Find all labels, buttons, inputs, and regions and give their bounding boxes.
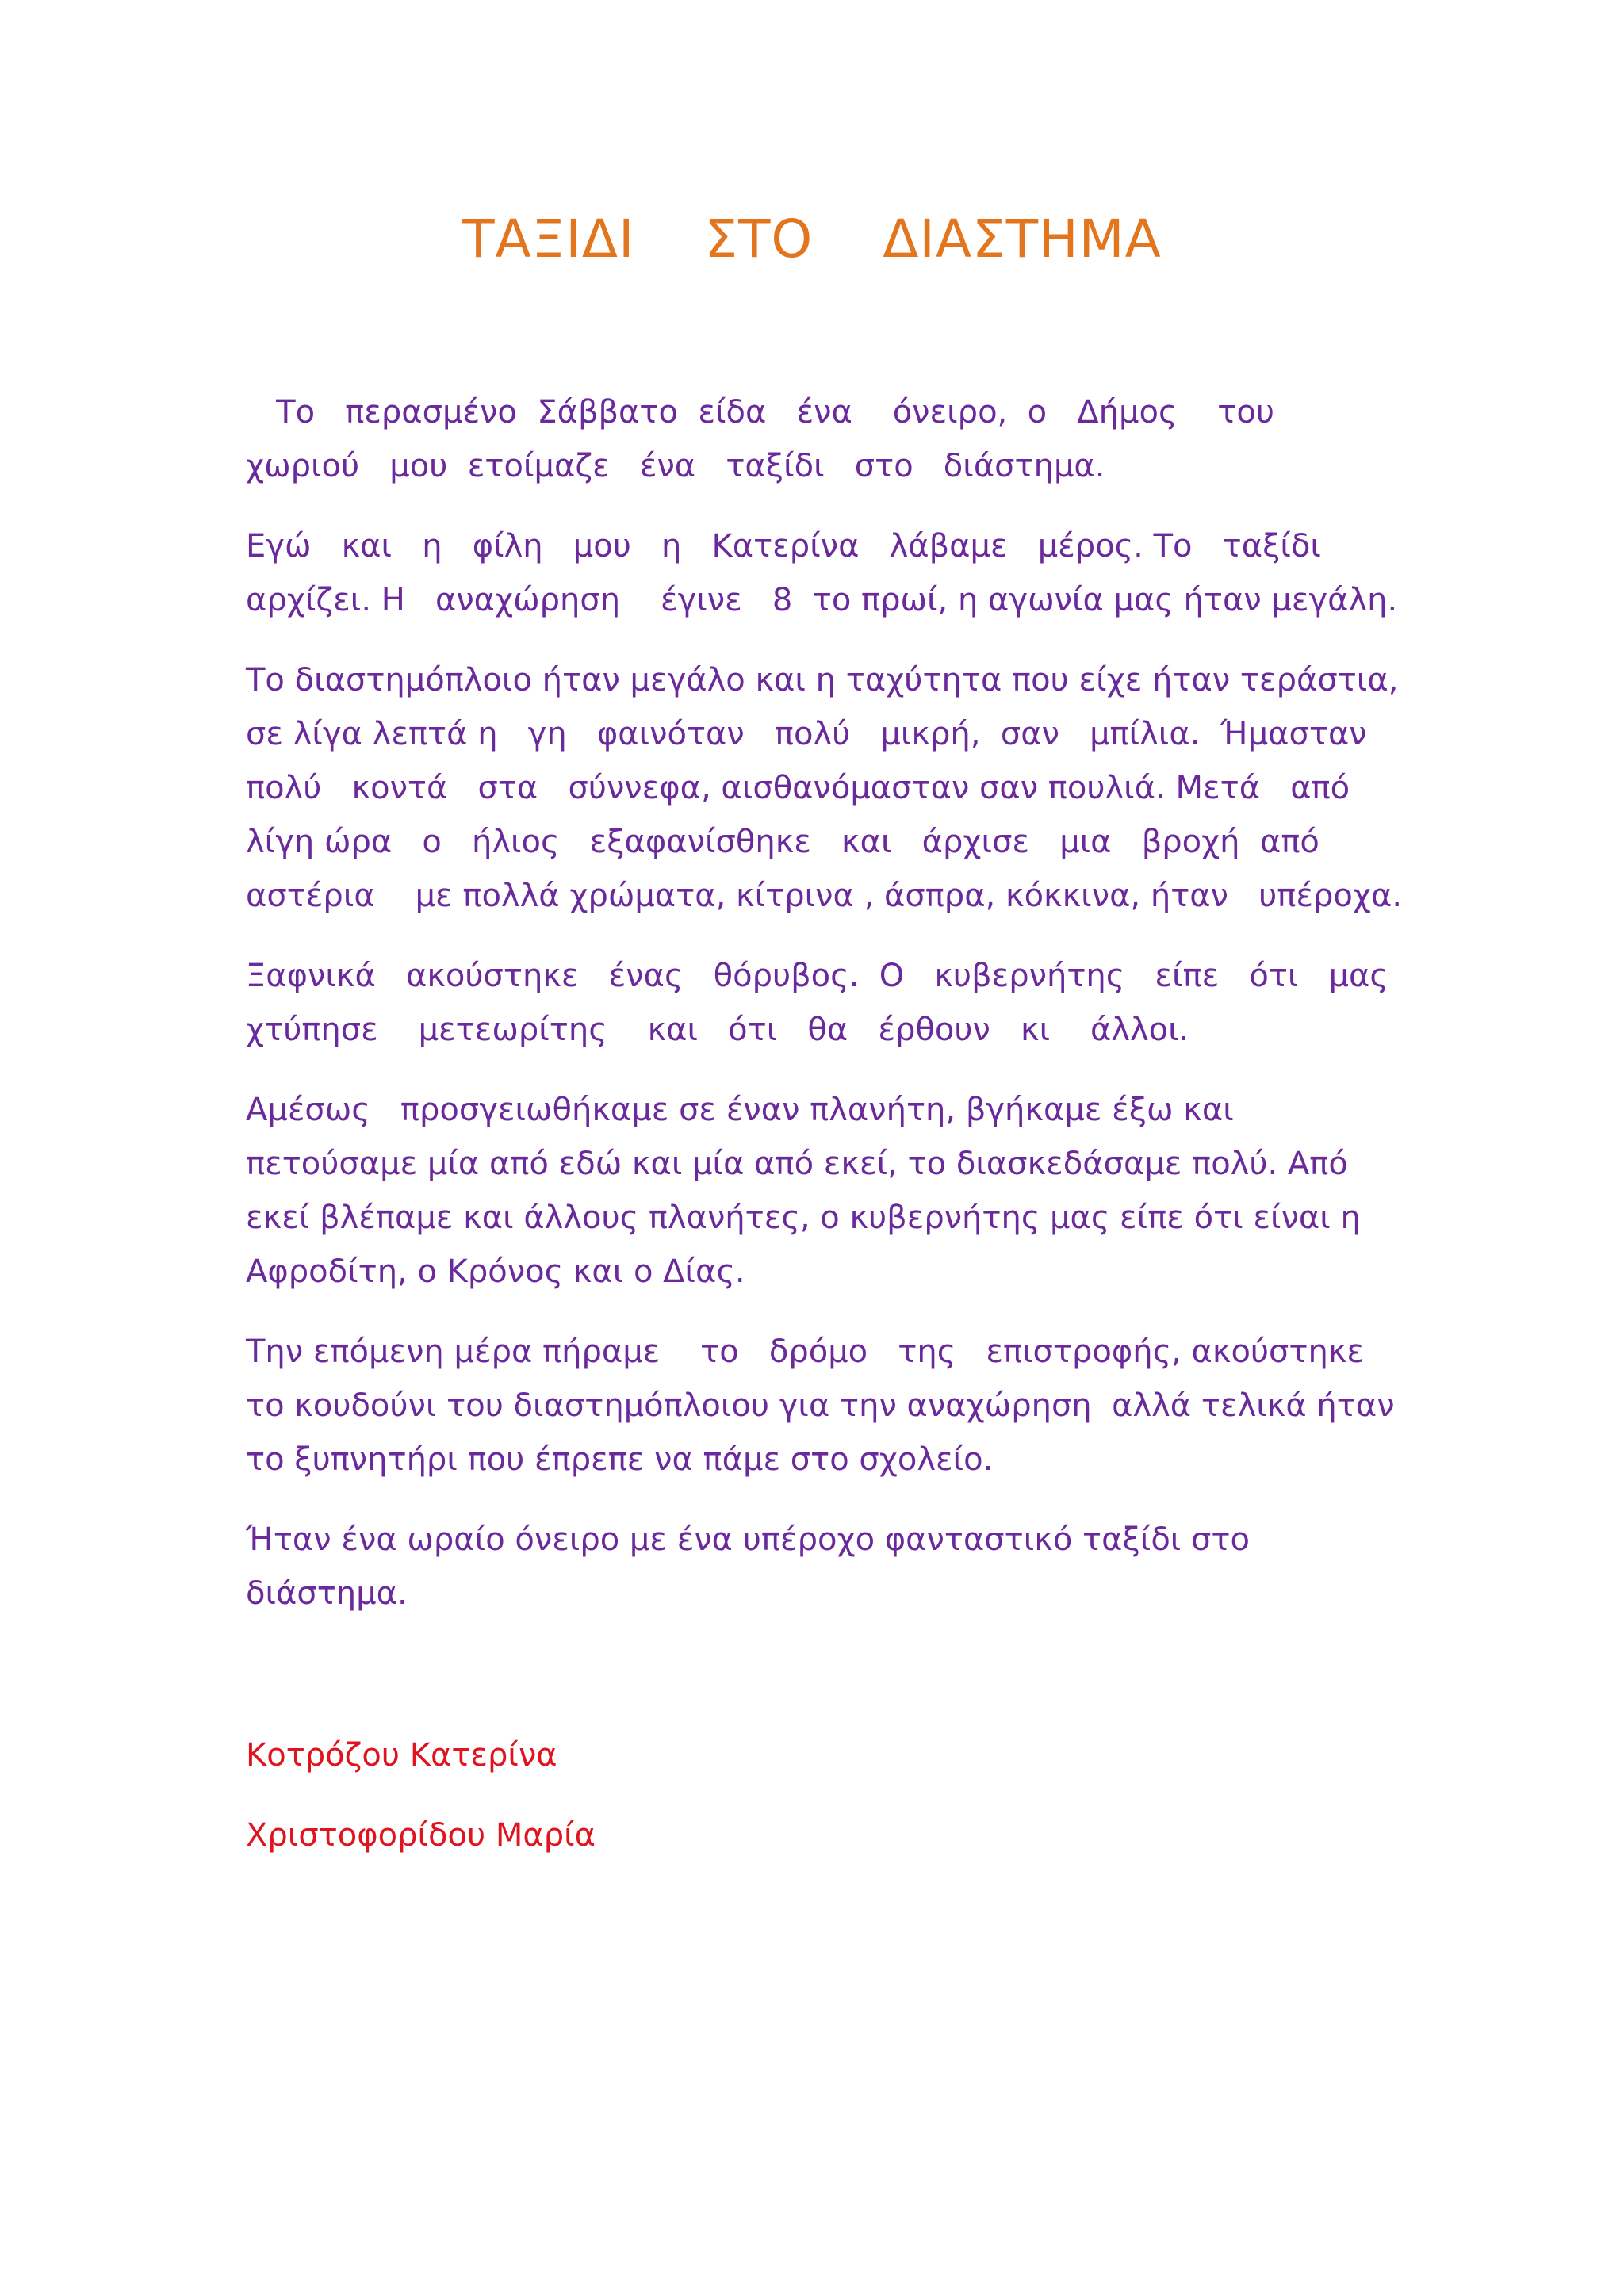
author-signatures	[246, 1728, 596, 1888]
author-name: Χριστοφορίδου Μαρία	[246, 1817, 596, 1854]
paragraph-1	[246, 385, 1388, 493]
paragraph-line: Ξαφνικά ακούστηκε ένας θόρυβος. Ο κυβερνήτης είπε ότι μας	[246, 958, 1388, 994]
paragraph-line: Αφροδίτη, ο Κρόνος και ο Δίας.	[246, 1253, 745, 1290]
paragraph-line: Ήταν ένα ωραίο όνειρο με ένα υπέροχο φανταστικό ταξίδι στο	[246, 1521, 1250, 1558]
paragraph-line: Την επόμενη μέρα πήραμε το δρόμο της επιστροφής, ακούστηκε	[246, 1334, 1365, 1370]
paragraph-line: το ξυπνητήρι που έπρεπε να πάμε στο σχολείο.	[246, 1441, 994, 1478]
paragraph-7	[246, 1513, 1388, 1621]
paragraph-line: Το περασμένο Σάββατο είδα ένα όνειρο, ο Δήμος του	[246, 394, 1274, 430]
paragraph-4	[246, 949, 1388, 1057]
paragraph-line: Εγώ και η φίλη μου η Κατερίνα λάβαμε μέρος. Το ταξίδι	[246, 528, 1321, 564]
paragraph-line: χωριού μου ετοίμαζε ένα ταξίδι στο διάστημα.	[246, 448, 1105, 484]
paragraph-line: αστέρια με πολλά χρώματα, κίτρινα , άσπρα, κόκκινα, ήταν υπέροχα.	[246, 878, 1403, 914]
story-body	[246, 385, 1403, 1647]
paragraph-line: Το διαστημόπλοιο ήταν μεγάλο και η ταχύτητα που είχε ήταν τεράστια,	[246, 662, 1399, 698]
paragraph-line: πετούσαμε μία από εδώ και μία από εκεί, το διασκεδάσαμε πολύ. Από	[246, 1146, 1348, 1182]
paragraph-line: σε λίγα λεπτά η γη φαινόταν πολύ μικρή, σαν μπίλια. Ήμασταν	[246, 716, 1367, 752]
paragraph-line: αρχίζει. Η αναχώρηση έγινε 8 το πρωί, η αγωνία μας ήταν μεγάλη.	[246, 582, 1398, 618]
paragraph-5	[246, 1083, 1388, 1299]
paragraph-line: διάστημα.	[246, 1575, 408, 1612]
paragraph-line: πολύ κοντά στα σύννεφα, αισθανόμασταν σαν πουλιά. Μετά από	[246, 770, 1350, 806]
paragraph-3	[246, 653, 1403, 923]
paragraph-line: εκεί βλέπαμε και άλλους πλανήτες, ο κυβερνήτης μας είπε ότι είναι η	[246, 1200, 1361, 1236]
paragraph-2	[246, 519, 1398, 627]
paragraph-line: χτύπησε μετεωρίτης και ότι θα έρθουν κι άλλοι.	[246, 1012, 1189, 1048]
author-name: Κοτρόζου Κατερίνα	[246, 1737, 557, 1774]
paragraph-line: το κουδούνι του διαστημόπλοιου για την αναχώρηση αλλά τελικά ήταν	[246, 1387, 1395, 1424]
paragraph-line: λίγη ώρα ο ήλιος εξαφανίσθηκε και άρχισε μια βροχή από	[246, 824, 1320, 860]
paragraph-line: Αμέσως προσγειωθήκαμε σε έναν πλανήτη, βγήκαμε έξω και	[246, 1092, 1234, 1128]
document-title: ΤΑΞΙΔΙ ΣΤΟ ΔΙΑΣΤΗΜΑ	[462, 209, 1162, 270]
paragraph-6	[246, 1325, 1395, 1487]
